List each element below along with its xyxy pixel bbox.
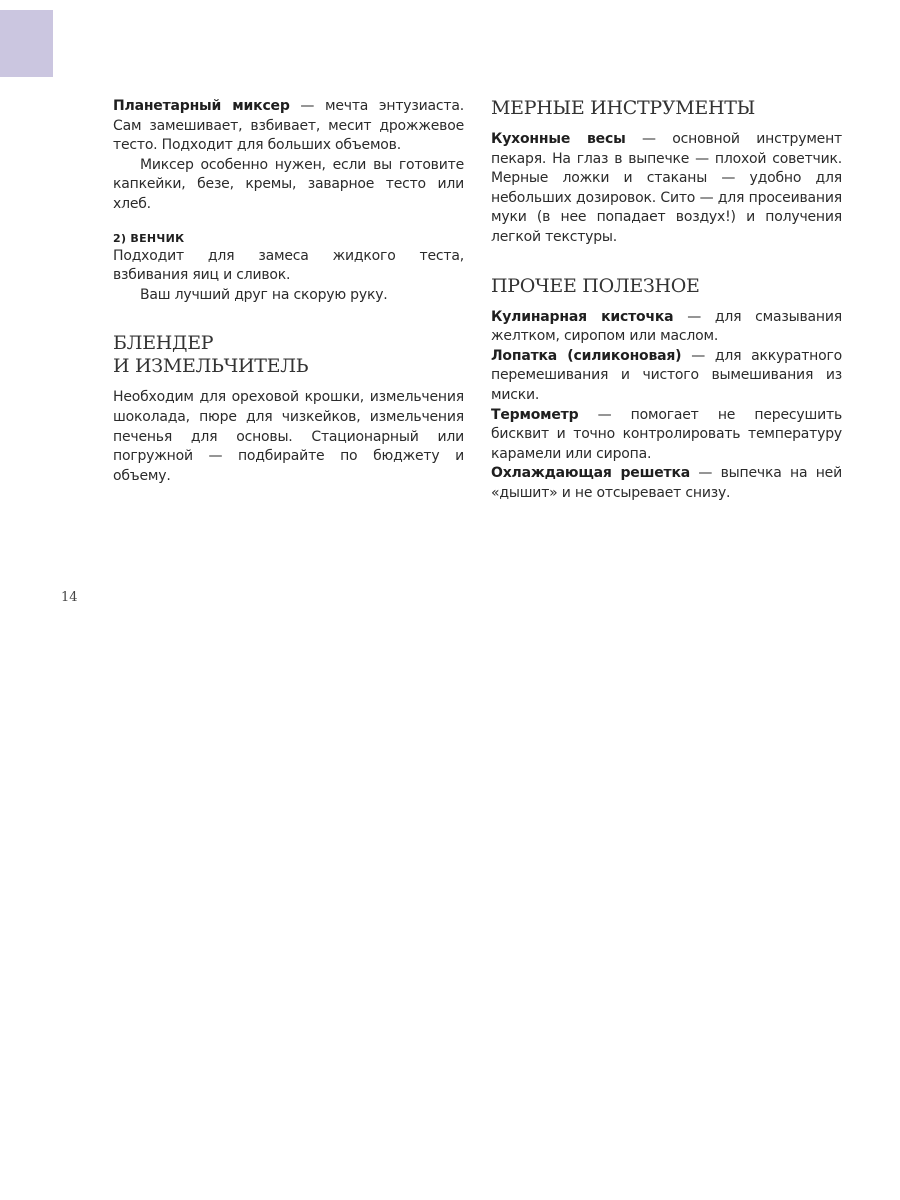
left-column	[113, 97, 464, 486]
blender-text: Необходим для ореховой крошки, измельчения шоколада, пюре для чизкейков, измельчения печенья для основы. Стационарный или погружной — подбирайте по бюджету и объему.	[113, 389, 464, 484]
other-item-text: — для смазывания желтком, сиропом или маслом.	[491, 308, 842, 345]
mixer-paragraph	[113, 97, 464, 156]
other-heading: ПРОЧЕЕ ПОЛЕЗНОЕ	[491, 274, 700, 297]
other-item-term: Кулинарная кисточка	[491, 308, 674, 325]
mixer-text: — мечта энтузиаста. Сам замешивает, взбивает, месит дрожжевое тесто. Подходит для больших объемов.	[113, 98, 464, 154]
measuring-text: — основной инструмент пекаря. На глаз в выпечке — плохой советчик. Мерные ложки и стаканы — удобно для небольших дозировок. Сито — для просеивания муки (в нее попадает воздух!) и получения легкой текстуры.	[491, 131, 842, 245]
whisk-text: Подходит для замеса жидкого теста, взбивания яиц и сливок.	[113, 247, 464, 284]
measuring-term: Кухонные весы	[491, 131, 626, 147]
right-column	[491, 97, 842, 504]
other-item	[491, 347, 842, 406]
whisk-note: Ваш лучший друг на скорую руку.	[140, 286, 388, 303]
other-item-text: — помогает не пересушить бисквит и точно контролировать температуру карамели или сиропа.	[491, 406, 842, 462]
other-item-term: Термометр	[491, 406, 579, 423]
other-item	[491, 406, 842, 465]
blender-heading-line1: БЛЕНДЕР	[113, 332, 214, 355]
page-number: 14	[61, 590, 78, 605]
mixer-term: Планетарный миксер	[113, 98, 290, 114]
other-item-text: — выпечка на ней «дышит» и не отсыревает снизу.	[491, 465, 842, 501]
other-item-term: Лопатка (силиконовая)	[491, 347, 682, 364]
whisk-heading: 2) ВЕНЧИК	[113, 231, 185, 245]
blender-heading	[113, 332, 464, 378]
measuring-heading: МЕРНЫЕ ИНСТРУМЕНТЫ	[491, 97, 756, 119]
other-item	[491, 308, 842, 347]
other-item	[491, 464, 842, 503]
chapter-tab-marker	[0, 10, 53, 77]
mixer-note: Миксер особенно нужен, если вы готовите капкейки, безе, кремы, заварное тесто или хлеб.	[113, 156, 464, 212]
measuring-paragraph	[491, 130, 842, 248]
blender-heading-line2: И ИЗМЕЛЬЧИТЕЛЬ	[113, 355, 309, 378]
other-item-term: Охлаждающая решетка	[491, 465, 691, 482]
other-item-text: — для аккуратного перемешивания и чистого вымешивания из миски.	[491, 347, 842, 403]
